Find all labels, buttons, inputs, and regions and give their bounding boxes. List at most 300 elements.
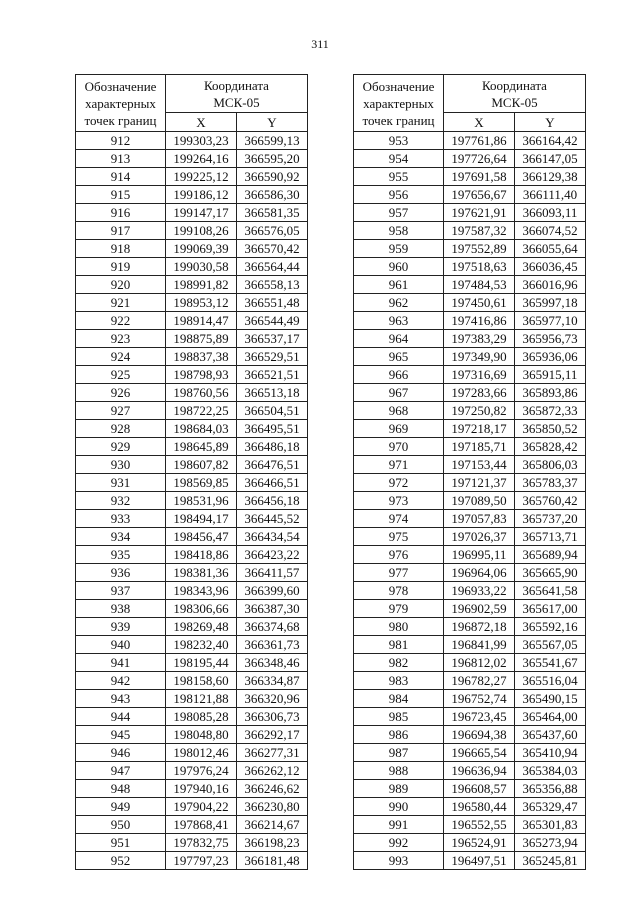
point-id-cell: 942 [76, 672, 166, 690]
x-coordinate-cell: 197026,37 [444, 528, 515, 546]
x-coordinate-cell: 196964,06 [444, 564, 515, 582]
x-coordinate-cell: 196812,02 [444, 654, 515, 672]
x-coordinate-cell: 197726,64 [444, 150, 515, 168]
x-coordinate-cell: 199147,17 [166, 204, 237, 222]
y-coordinate-cell: 366495,51 [237, 420, 308, 438]
x-coordinate-cell: 197868,41 [166, 816, 237, 834]
y-coordinate-cell: 366111,40 [515, 186, 586, 204]
point-id-cell: 938 [76, 600, 166, 618]
point-id-cell: 984 [354, 690, 444, 708]
y-coordinate-cell: 365915,11 [515, 366, 586, 384]
x-header: X [166, 113, 237, 132]
point-id-cell: 919 [76, 258, 166, 276]
x-coordinate-cell: 196902,59 [444, 600, 515, 618]
y-coordinate-cell: 365301,83 [515, 816, 586, 834]
table-row [76, 132, 308, 150]
y-coordinate-cell: 366476,51 [237, 456, 308, 474]
coordinates-table-left-body [76, 132, 308, 870]
table-row [354, 384, 586, 402]
point-id-cell: 934 [76, 528, 166, 546]
point-id-cell: 921 [76, 294, 166, 312]
point-id-cell: 933 [76, 510, 166, 528]
page-number: 311 [311, 37, 329, 51]
y-coordinate-cell: 366434,54 [237, 528, 308, 546]
y-coordinate-cell: 366262,12 [237, 762, 308, 780]
point-id-cell: 962 [354, 294, 444, 312]
y-coordinate-cell: 366016,96 [515, 276, 586, 294]
x-coordinate-cell: 196524,91 [444, 834, 515, 852]
y-coordinate-cell: 366537,17 [237, 330, 308, 348]
point-id-cell: 952 [76, 852, 166, 870]
x-coordinate-cell: 196694,38 [444, 726, 515, 744]
table-row [354, 528, 586, 546]
x-coordinate-cell: 197552,89 [444, 240, 515, 258]
point-id-cell: 945 [76, 726, 166, 744]
point-id-cell: 954 [354, 150, 444, 168]
x-coordinate-cell: 198048,80 [166, 726, 237, 744]
y-coordinate-cell: 366320,96 [237, 690, 308, 708]
x-coordinate-cell: 197250,82 [444, 402, 515, 420]
table-row [76, 546, 308, 564]
table-row [354, 672, 586, 690]
point-id-cell: 928 [76, 420, 166, 438]
x-coordinate-cell: 198991,82 [166, 276, 237, 294]
table-row [76, 240, 308, 258]
point-label-header-line: Обозначение [362, 78, 435, 94]
point-id-cell: 988 [354, 762, 444, 780]
x-coordinate-cell: 198456,47 [166, 528, 237, 546]
x-coordinate-cell: 197904,22 [166, 798, 237, 816]
point-id-cell: 981 [354, 636, 444, 654]
table-row [76, 708, 308, 726]
y-coordinate-cell: 366513,18 [237, 384, 308, 402]
y-coordinate-cell: 366374,68 [237, 618, 308, 636]
x-coordinate-cell: 197121,37 [444, 474, 515, 492]
x-coordinate-cell: 196580,44 [444, 798, 515, 816]
x-coordinate-cell: 196497,51 [444, 852, 515, 870]
table-row [354, 564, 586, 582]
table-row [76, 510, 308, 528]
table-row [354, 456, 586, 474]
x-coordinate-cell: 197976,24 [166, 762, 237, 780]
point-id-cell: 965 [354, 348, 444, 366]
y-coordinate-cell: 366590,92 [237, 168, 308, 186]
point-id-cell: 978 [354, 582, 444, 600]
table-row [354, 816, 586, 834]
y-coordinate-cell: 366595,20 [237, 150, 308, 168]
point-id-cell: 940 [76, 636, 166, 654]
point-id-cell: 964 [354, 330, 444, 348]
y-coordinate-cell: 365872,33 [515, 402, 586, 420]
y-coordinate-cell: 365760,42 [515, 492, 586, 510]
x-coordinate-cell: 198269,48 [166, 618, 237, 636]
x-coordinate-cell: 199264,16 [166, 150, 237, 168]
point-id-cell: 924 [76, 348, 166, 366]
y-coordinate-cell: 366399,60 [237, 582, 308, 600]
table-row [76, 168, 308, 186]
x-coordinate-cell: 197940,16 [166, 780, 237, 798]
y-coordinate-cell: 365850,52 [515, 420, 586, 438]
point-id-cell: 993 [354, 852, 444, 870]
y-coordinate-cell: 366599,13 [237, 132, 308, 150]
point-id-cell: 925 [76, 366, 166, 384]
point-id-cell: 969 [354, 420, 444, 438]
table-row [354, 798, 586, 816]
coordinates-table-left [75, 74, 308, 870]
point-label-header-line: характерных [85, 95, 156, 111]
point-id-cell: 947 [76, 762, 166, 780]
y-coordinate-cell: 366423,22 [237, 546, 308, 564]
table-row [76, 294, 308, 312]
y-coordinate-cell: 365956,73 [515, 330, 586, 348]
table-row [354, 186, 586, 204]
point-id-cell: 939 [76, 618, 166, 636]
x-coordinate-cell: 196723,45 [444, 708, 515, 726]
point-id-cell: 927 [76, 402, 166, 420]
x-coordinate-cell: 198306,66 [166, 600, 237, 618]
table-row [76, 150, 308, 168]
x-coordinate-cell: 198645,89 [166, 438, 237, 456]
x-coordinate-cell: 197383,29 [444, 330, 515, 348]
x-coordinate-cell: 198953,12 [166, 294, 237, 312]
y-coordinate-cell: 366486,18 [237, 438, 308, 456]
table-row [354, 744, 586, 762]
point-id-cell: 957 [354, 204, 444, 222]
table-row [354, 222, 586, 240]
x-coordinate-cell: 197518,63 [444, 258, 515, 276]
point-id-cell: 935 [76, 546, 166, 564]
point-id-cell: 920 [76, 276, 166, 294]
point-id-cell: 966 [354, 366, 444, 384]
y-coordinate-cell: 365783,37 [515, 474, 586, 492]
y-header: Y [515, 113, 586, 132]
point-id-cell: 982 [354, 654, 444, 672]
coordinate-header [166, 75, 308, 113]
x-coordinate-cell: 197316,69 [444, 366, 515, 384]
table-row [76, 402, 308, 420]
x-coordinate-cell: 198494,17 [166, 510, 237, 528]
coordinate-header-line: МСК-05 [213, 94, 260, 110]
table-row [76, 672, 308, 690]
x-coordinate-cell: 199186,12 [166, 186, 237, 204]
table-row [354, 510, 586, 528]
y-coordinate-cell: 365567,05 [515, 636, 586, 654]
point-id-cell: 973 [354, 492, 444, 510]
point-id-cell: 926 [76, 384, 166, 402]
y-coordinate-cell: 366348,46 [237, 654, 308, 672]
point-id-cell: 992 [354, 834, 444, 852]
table-row [76, 690, 308, 708]
table-row [76, 600, 308, 618]
table-row [76, 762, 308, 780]
table-row [354, 582, 586, 600]
y-coordinate-cell: 366292,17 [237, 726, 308, 744]
point-label-header [76, 75, 166, 132]
point-id-cell: 956 [354, 186, 444, 204]
table-row [354, 654, 586, 672]
y-coordinate-cell: 366277,31 [237, 744, 308, 762]
table-row [76, 654, 308, 672]
table-row [354, 168, 586, 186]
y-coordinate-cell: 365384,03 [515, 762, 586, 780]
x-coordinate-cell: 198875,89 [166, 330, 237, 348]
y-coordinate-cell: 365893,86 [515, 384, 586, 402]
point-id-cell: 959 [354, 240, 444, 258]
x-coordinate-cell: 197587,32 [444, 222, 515, 240]
table-row [76, 636, 308, 654]
table-row [354, 708, 586, 726]
point-id-cell: 961 [354, 276, 444, 294]
point-id-cell: 972 [354, 474, 444, 492]
x-coordinate-cell: 199030,58 [166, 258, 237, 276]
table-row [354, 150, 586, 168]
point-id-cell: 923 [76, 330, 166, 348]
y-coordinate-cell: 366576,05 [237, 222, 308, 240]
coordinate-header-line: Координата [204, 77, 269, 93]
point-id-cell: 937 [76, 582, 166, 600]
table-row [354, 438, 586, 456]
x-coordinate-cell: 198085,28 [166, 708, 237, 726]
y-coordinate-cell: 365329,47 [515, 798, 586, 816]
x-coordinate-cell: 197832,75 [166, 834, 237, 852]
table-row [76, 186, 308, 204]
table-row [354, 474, 586, 492]
coordinate-header [444, 75, 586, 113]
table-row [354, 492, 586, 510]
x-coordinate-cell: 198760,56 [166, 384, 237, 402]
y-coordinate-cell: 365665,90 [515, 564, 586, 582]
point-id-cell: 967 [354, 384, 444, 402]
x-coordinate-cell: 198158,60 [166, 672, 237, 690]
table-row [354, 240, 586, 258]
table-row [354, 726, 586, 744]
table-row [76, 384, 308, 402]
y-coordinate-cell: 366558,13 [237, 276, 308, 294]
table-row [354, 618, 586, 636]
table-row [76, 816, 308, 834]
x-coordinate-cell: 196665,54 [444, 744, 515, 762]
y-coordinate-cell: 365806,03 [515, 456, 586, 474]
y-coordinate-cell: 365490,15 [515, 690, 586, 708]
point-id-cell: 977 [354, 564, 444, 582]
table-row [76, 852, 308, 870]
point-id-cell: 968 [354, 402, 444, 420]
y-coordinate-cell: 365464,00 [515, 708, 586, 726]
point-id-cell: 913 [76, 150, 166, 168]
point-label-header-line: характерных [363, 95, 434, 111]
x-coordinate-cell: 198121,88 [166, 690, 237, 708]
y-coordinate-cell: 365592,16 [515, 618, 586, 636]
table-row [76, 492, 308, 510]
x-header: X [444, 113, 515, 132]
x-coordinate-cell: 196841,99 [444, 636, 515, 654]
table-row [76, 276, 308, 294]
point-id-cell: 991 [354, 816, 444, 834]
point-id-cell: 987 [354, 744, 444, 762]
y-coordinate-cell: 366129,38 [515, 168, 586, 186]
x-coordinate-cell: 196552,55 [444, 816, 515, 834]
point-id-cell: 976 [354, 546, 444, 564]
table-row [354, 420, 586, 438]
table-row [354, 348, 586, 366]
x-coordinate-cell: 198343,96 [166, 582, 237, 600]
x-coordinate-cell: 196995,11 [444, 546, 515, 564]
x-coordinate-cell: 198607,82 [166, 456, 237, 474]
y-coordinate-cell: 366445,52 [237, 510, 308, 528]
table-row [76, 330, 308, 348]
table-row [76, 222, 308, 240]
x-coordinate-cell: 198914,47 [166, 312, 237, 330]
x-coordinate-cell: 196872,18 [444, 618, 515, 636]
coordinate-header-line: Координата [482, 77, 547, 93]
x-coordinate-cell: 199225,12 [166, 168, 237, 186]
point-id-cell: 912 [76, 132, 166, 150]
x-coordinate-cell: 198684,03 [166, 420, 237, 438]
x-coordinate-cell: 196608,57 [444, 780, 515, 798]
point-id-cell: 970 [354, 438, 444, 456]
x-coordinate-cell: 197691,58 [444, 168, 515, 186]
y-coordinate-cell: 365936,06 [515, 348, 586, 366]
point-id-cell: 955 [354, 168, 444, 186]
table-row [76, 528, 308, 546]
point-id-cell: 975 [354, 528, 444, 546]
x-coordinate-cell: 197621,91 [444, 204, 515, 222]
x-coordinate-cell: 198232,40 [166, 636, 237, 654]
point-id-cell: 943 [76, 690, 166, 708]
x-coordinate-cell: 198195,44 [166, 654, 237, 672]
table-row [76, 582, 308, 600]
y-coordinate-cell: 365356,88 [515, 780, 586, 798]
point-label-header-line: Обозначение [84, 78, 157, 94]
table-row [76, 474, 308, 492]
table-row [76, 348, 308, 366]
point-id-cell: 960 [354, 258, 444, 276]
point-id-cell: 918 [76, 240, 166, 258]
x-coordinate-cell: 196752,74 [444, 690, 515, 708]
table-row [76, 744, 308, 762]
y-coordinate-cell: 366361,73 [237, 636, 308, 654]
y-header: Y [237, 113, 308, 132]
x-coordinate-cell: 197484,53 [444, 276, 515, 294]
y-coordinate-cell: 366570,42 [237, 240, 308, 258]
table-row [354, 204, 586, 222]
table-row [354, 402, 586, 420]
x-coordinate-cell: 197283,66 [444, 384, 515, 402]
y-coordinate-cell: 366036,45 [515, 258, 586, 276]
x-coordinate-cell: 198837,38 [166, 348, 237, 366]
x-coordinate-cell: 197416,86 [444, 312, 515, 330]
point-label-header-line: точек границ [362, 112, 435, 128]
y-coordinate-cell: 366093,11 [515, 204, 586, 222]
point-id-cell: 983 [354, 672, 444, 690]
y-coordinate-cell: 366544,49 [237, 312, 308, 330]
point-id-cell: 949 [76, 798, 166, 816]
point-id-cell: 929 [76, 438, 166, 456]
point-id-cell: 946 [76, 744, 166, 762]
y-coordinate-cell: 365713,71 [515, 528, 586, 546]
point-label-header [354, 75, 444, 132]
point-id-cell: 971 [354, 456, 444, 474]
point-id-cell: 958 [354, 222, 444, 240]
y-coordinate-cell: 366521,51 [237, 366, 308, 384]
point-id-cell: 985 [354, 708, 444, 726]
table-row [354, 600, 586, 618]
y-coordinate-cell: 366230,80 [237, 798, 308, 816]
y-coordinate-cell: 366551,48 [237, 294, 308, 312]
y-coordinate-cell: 365273,94 [515, 834, 586, 852]
point-id-cell: 930 [76, 456, 166, 474]
table-row [76, 780, 308, 798]
table-row [354, 294, 586, 312]
table-row [76, 420, 308, 438]
y-coordinate-cell: 366504,51 [237, 402, 308, 420]
table-row [354, 276, 586, 294]
y-coordinate-cell: 365977,10 [515, 312, 586, 330]
point-id-cell: 915 [76, 186, 166, 204]
point-id-cell: 953 [354, 132, 444, 150]
table-row [76, 834, 308, 852]
table-row [76, 564, 308, 582]
y-coordinate-cell: 365617,00 [515, 600, 586, 618]
point-id-cell: 979 [354, 600, 444, 618]
x-coordinate-cell: 198798,93 [166, 366, 237, 384]
table-row [76, 798, 308, 816]
point-id-cell: 989 [354, 780, 444, 798]
y-coordinate-cell: 366466,51 [237, 474, 308, 492]
y-coordinate-cell: 365737,20 [515, 510, 586, 528]
point-label-header-line: точек границ [84, 112, 157, 128]
x-coordinate-cell: 198381,36 [166, 564, 237, 582]
point-id-cell: 951 [76, 834, 166, 852]
y-coordinate-cell: 366586,30 [237, 186, 308, 204]
y-coordinate-cell: 366214,67 [237, 816, 308, 834]
table-row [354, 762, 586, 780]
y-coordinate-cell: 366529,51 [237, 348, 308, 366]
y-coordinate-cell: 365541,67 [515, 654, 586, 672]
y-coordinate-cell: 365641,58 [515, 582, 586, 600]
table-row [76, 618, 308, 636]
y-coordinate-cell: 365997,18 [515, 294, 586, 312]
table-row [76, 726, 308, 744]
x-coordinate-cell: 199108,26 [166, 222, 237, 240]
x-coordinate-cell: 198012,46 [166, 744, 237, 762]
y-coordinate-cell: 366387,30 [237, 600, 308, 618]
table-row [354, 366, 586, 384]
point-id-cell: 986 [354, 726, 444, 744]
y-coordinate-cell: 366181,48 [237, 852, 308, 870]
point-id-cell: 974 [354, 510, 444, 528]
x-coordinate-cell: 197089,50 [444, 492, 515, 510]
point-id-cell: 914 [76, 168, 166, 186]
table-row [76, 312, 308, 330]
x-coordinate-cell: 198418,86 [166, 546, 237, 564]
y-coordinate-cell: 366334,87 [237, 672, 308, 690]
y-coordinate-cell: 366456,18 [237, 492, 308, 510]
table-row [354, 312, 586, 330]
table-row [354, 780, 586, 798]
y-coordinate-cell: 366581,35 [237, 204, 308, 222]
coordinates-table-right-body [354, 132, 586, 870]
table-row [76, 366, 308, 384]
point-id-cell: 980 [354, 618, 444, 636]
table-row [354, 546, 586, 564]
x-coordinate-cell: 197797,23 [166, 852, 237, 870]
table-row [76, 456, 308, 474]
point-id-cell: 990 [354, 798, 444, 816]
y-coordinate-cell: 365437,60 [515, 726, 586, 744]
y-coordinate-cell: 366306,73 [237, 708, 308, 726]
x-coordinate-cell: 196636,94 [444, 762, 515, 780]
